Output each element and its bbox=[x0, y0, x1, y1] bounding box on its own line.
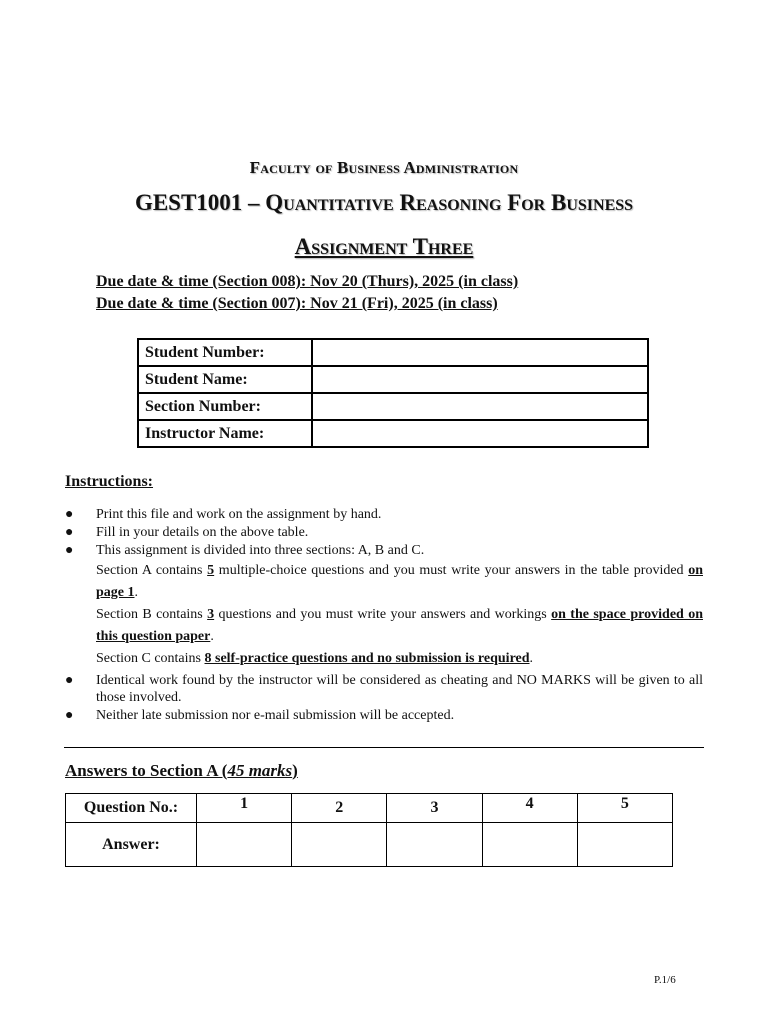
question-number-3: 3 bbox=[387, 794, 482, 823]
answer-label: Answer: bbox=[66, 823, 197, 867]
section-a-page-ref: on page 1 bbox=[96, 563, 703, 600]
section-c-note bbox=[65, 648, 703, 670]
section-b-period: . bbox=[210, 629, 214, 644]
due-date-section-008: Due date & time (Section 008): Nov 20 (Thurs), 2025 (in class) bbox=[96, 273, 519, 290]
bullet-icon: ● bbox=[65, 708, 74, 723]
student-info-table bbox=[137, 338, 649, 448]
list-item bbox=[65, 707, 703, 724]
instructions-list bbox=[65, 506, 703, 725]
question-number-4: 4 bbox=[482, 794, 577, 823]
section-a-period: . bbox=[134, 585, 138, 600]
answer-row bbox=[66, 823, 673, 867]
list-item bbox=[65, 506, 703, 523]
section-c-emphasis: 8 self-practice questions and no submission is required bbox=[204, 651, 530, 666]
assignment-title: Assignment Three bbox=[294, 234, 474, 259]
question-number-5: 5 bbox=[577, 794, 672, 823]
student-number-label: Student Number: bbox=[138, 339, 312, 366]
answer-cell-5[interactable] bbox=[577, 823, 672, 867]
bullet-icon: ● bbox=[65, 525, 74, 540]
answer-cell-1[interactable] bbox=[197, 823, 292, 867]
divider bbox=[64, 747, 704, 748]
section-b-space-ref: on the space provided on this question paper bbox=[96, 607, 703, 644]
answers-table bbox=[65, 793, 673, 867]
instruction-sections: This assignment is divided into three sections: A, B and C. bbox=[96, 543, 425, 558]
info-row-instructor-name bbox=[138, 420, 648, 447]
student-name-field[interactable] bbox=[312, 366, 648, 393]
section-a-title-suffix: ) bbox=[292, 761, 298, 780]
instruction-print: Print this file and work on the assignment by hand. bbox=[96, 507, 382, 522]
section-b-note bbox=[65, 604, 703, 648]
info-row-student-name bbox=[138, 366, 648, 393]
section-a-title-prefix: Answers to Section A ( bbox=[65, 761, 228, 780]
question-number-1: 1 bbox=[197, 794, 292, 823]
page-number: P.1/6 bbox=[654, 974, 676, 986]
course-title: GEST1001 – Quantitative Reasoning For Business bbox=[134, 190, 634, 215]
instruction-cheating: Identical work found by the instructor will be considered as cheating and NO MARKS will be given to all those involved. bbox=[96, 673, 703, 705]
info-row-student-number bbox=[138, 339, 648, 366]
list-item bbox=[65, 524, 703, 541]
question-row bbox=[66, 794, 673, 823]
due-date-section-007: Due date & time (Section 007): Nov 21 (Fri), 2025 (in class) bbox=[96, 295, 498, 312]
list-item bbox=[65, 542, 703, 559]
section-b-text-2: questions and you must write your answers and workings bbox=[214, 607, 552, 622]
section-a-count: 5 bbox=[207, 563, 215, 578]
section-c-period: . bbox=[529, 651, 534, 666]
section-b-text: Section B contains bbox=[96, 607, 208, 622]
instructor-name-field[interactable] bbox=[312, 420, 648, 447]
bullet-icon: ● bbox=[65, 673, 74, 688]
section-a-answers-heading bbox=[65, 761, 298, 781]
section-number-label: Section Number: bbox=[138, 393, 312, 420]
question-number-2: 2 bbox=[292, 794, 387, 823]
list-item bbox=[65, 672, 703, 706]
question-no-label: Question No.: bbox=[66, 794, 197, 823]
section-c-text: Section C contains bbox=[96, 651, 205, 666]
instruction-late-submission: Neither late submission nor e-mail submission will be accepted. bbox=[96, 708, 455, 723]
answer-cell-2[interactable] bbox=[292, 823, 387, 867]
instructions-heading: Instructions: bbox=[65, 473, 154, 490]
info-row-section-number bbox=[138, 393, 648, 420]
section-a-note bbox=[65, 560, 703, 604]
bullet-icon: ● bbox=[65, 543, 74, 558]
section-a-text-2: multiple-choice questions and you must write your answers in the table provided bbox=[214, 563, 689, 578]
student-number-field[interactable] bbox=[312, 339, 648, 366]
instruction-fill: Fill in your details on the above table. bbox=[96, 525, 309, 540]
section-a-text: Section A contains bbox=[96, 563, 208, 578]
faculty-heading: Faculty of Business Administration bbox=[249, 158, 519, 177]
answer-cell-3[interactable] bbox=[387, 823, 482, 867]
answer-cell-4[interactable] bbox=[482, 823, 577, 867]
section-b-count: 3 bbox=[207, 607, 215, 622]
bullet-icon: ● bbox=[65, 507, 74, 522]
student-name-label: Student Name: bbox=[138, 366, 312, 393]
instructor-name-label: Instructor Name: bbox=[138, 420, 312, 447]
section-a-marks: 45 marks bbox=[227, 761, 293, 780]
section-number-field[interactable] bbox=[312, 393, 648, 420]
